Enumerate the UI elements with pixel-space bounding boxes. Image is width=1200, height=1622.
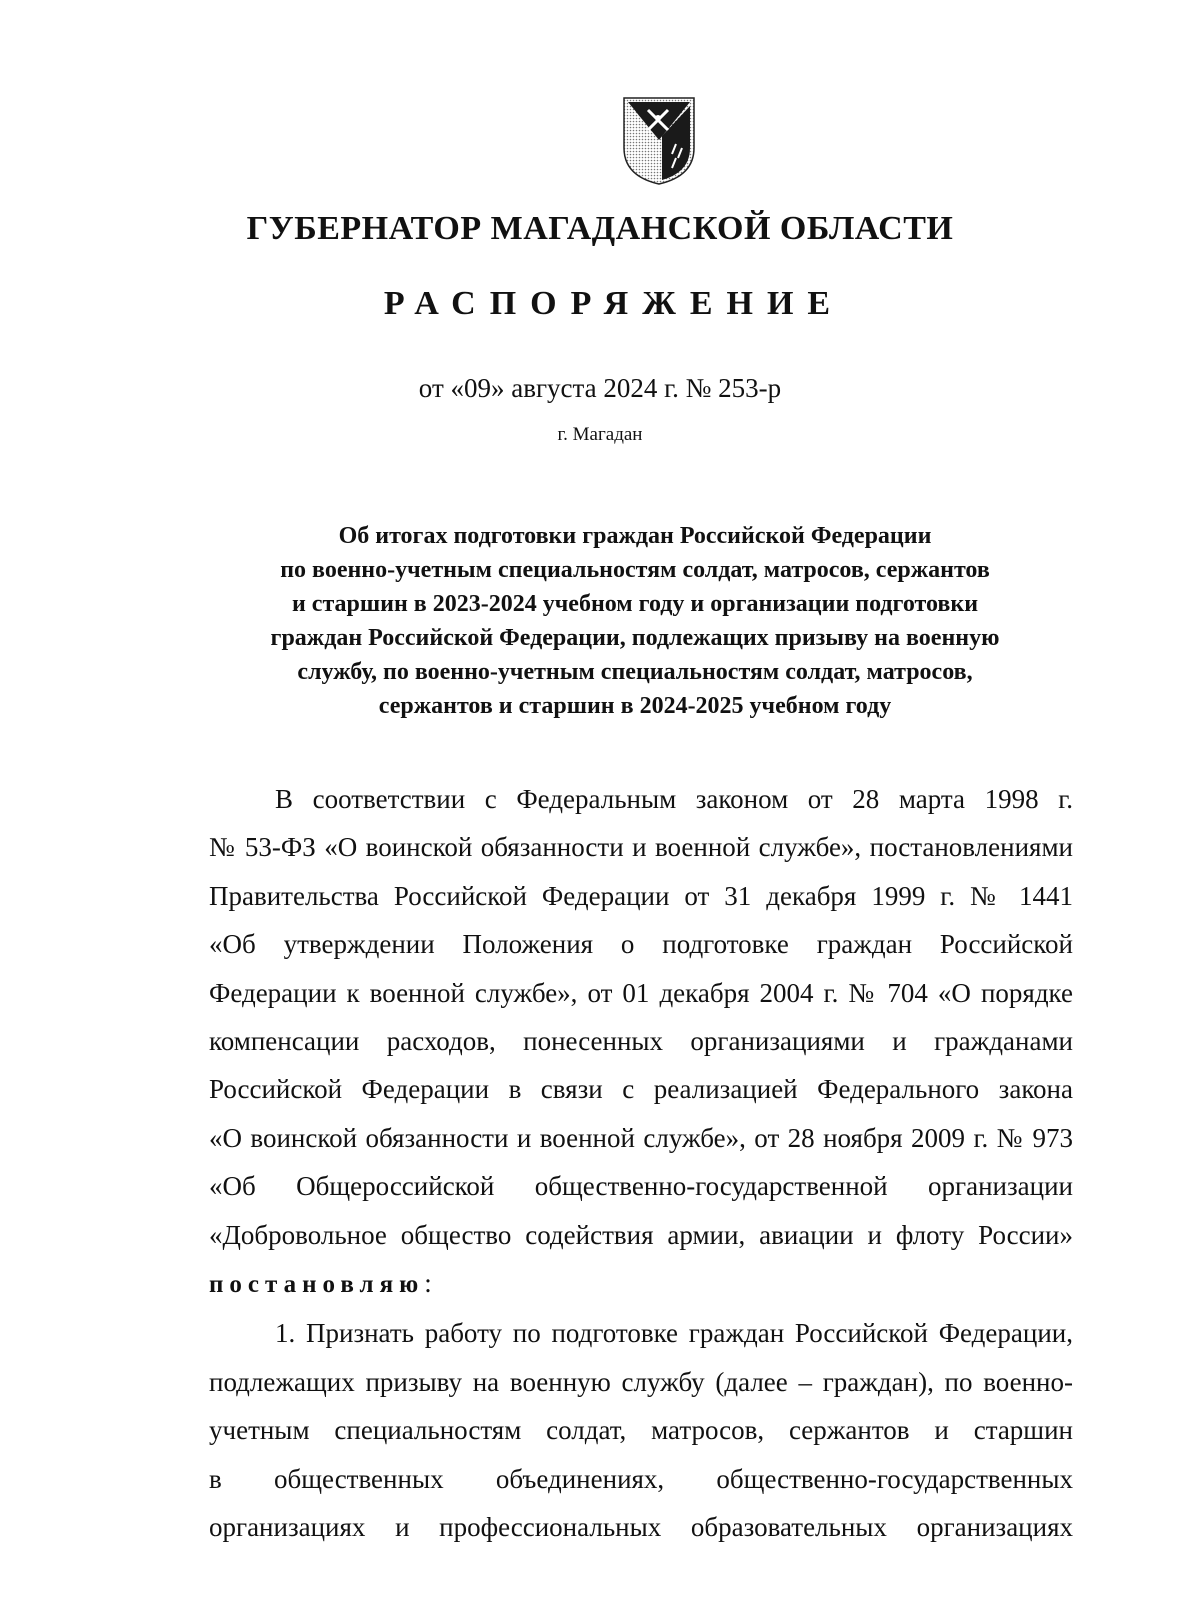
item-line: учетным специальностям солдат, матросов, сержантов и старшин [209,1415,1073,1446]
preamble-line: В соответствии с Федеральным законом от 28 марта 1998 г. [275,784,1073,814]
title-line: граждан Российской Федерации, подлежащих призыву на военную [270,625,1000,651]
preamble-line: «Об утверждении Положения о подготовке граждан Российской [209,929,1073,960]
resolve-word: постановляю [209,1271,425,1299]
preamble-line: Правительства Российской Федерации от 31 декабря 1999 г. № 1441 [209,880,1073,911]
city-line: г. Магадан [557,424,643,445]
preamble-line: «О воинской обязанности и военной службе», от 28 ноября 2009 г. № 973 [209,1122,1073,1153]
document-title [200,519,1070,723]
document-body [209,775,1073,1552]
document-type: РАСПОРЯЖЕНИЕ [383,285,845,322]
item-line: организациях и профессиональных образовательных организациях [209,1512,1073,1543]
date-number-line: от «09» августа 2024 г. № 253-р [418,373,782,403]
issuer-heading: ГУБЕРНАТОР МАГАДАНСКОЙ ОБЛАСТИ [246,210,954,247]
title-line: службу, по военно-учетным специальностям солдат, матросов, [297,659,973,685]
resolve-colon: : [424,1268,432,1299]
item-line: в общественных объединениях, общественно-государственных [209,1463,1073,1494]
resolve-line [209,1259,1073,1309]
title-line: по военно-учетным специальностям солдат, матросов, сержантов [280,557,990,583]
title-line: сержантов и старшин в 2024-2025 учебном году [378,693,892,719]
preamble-line: Российской Федерации в связи с реализацией Федерального закона [209,1074,1073,1105]
preamble-line: «Добровольное общество содействия армии, авиации и флоту России» [209,1219,1073,1250]
title-line: Об итогах подготовки граждан Российской Федерации [338,523,932,549]
item-line: 1. Признать работу по подготовке граждан Российской Федерации, [275,1318,1073,1349]
coat-of-arms-icon [620,96,698,186]
item-line: подлежащих призыву на военную службу (далее – граждан), по военно- [209,1366,1073,1397]
title-line: и старшин в 2023-2024 учебном году и организации подготовки [291,591,979,617]
preamble-line: компенсации расходов, понесенных организациями и гражданами [209,1026,1073,1057]
preamble-line: «Об Общероссийской общественно-государственной организации [209,1171,1073,1202]
preamble-line: Федерации к военной службе», от 01 декабря 2004 г. № 704 «О порядке [209,977,1073,1008]
preamble-line: № 53-ФЗ «О воинской обязанности и военной службе», постановлениями [209,832,1073,863]
